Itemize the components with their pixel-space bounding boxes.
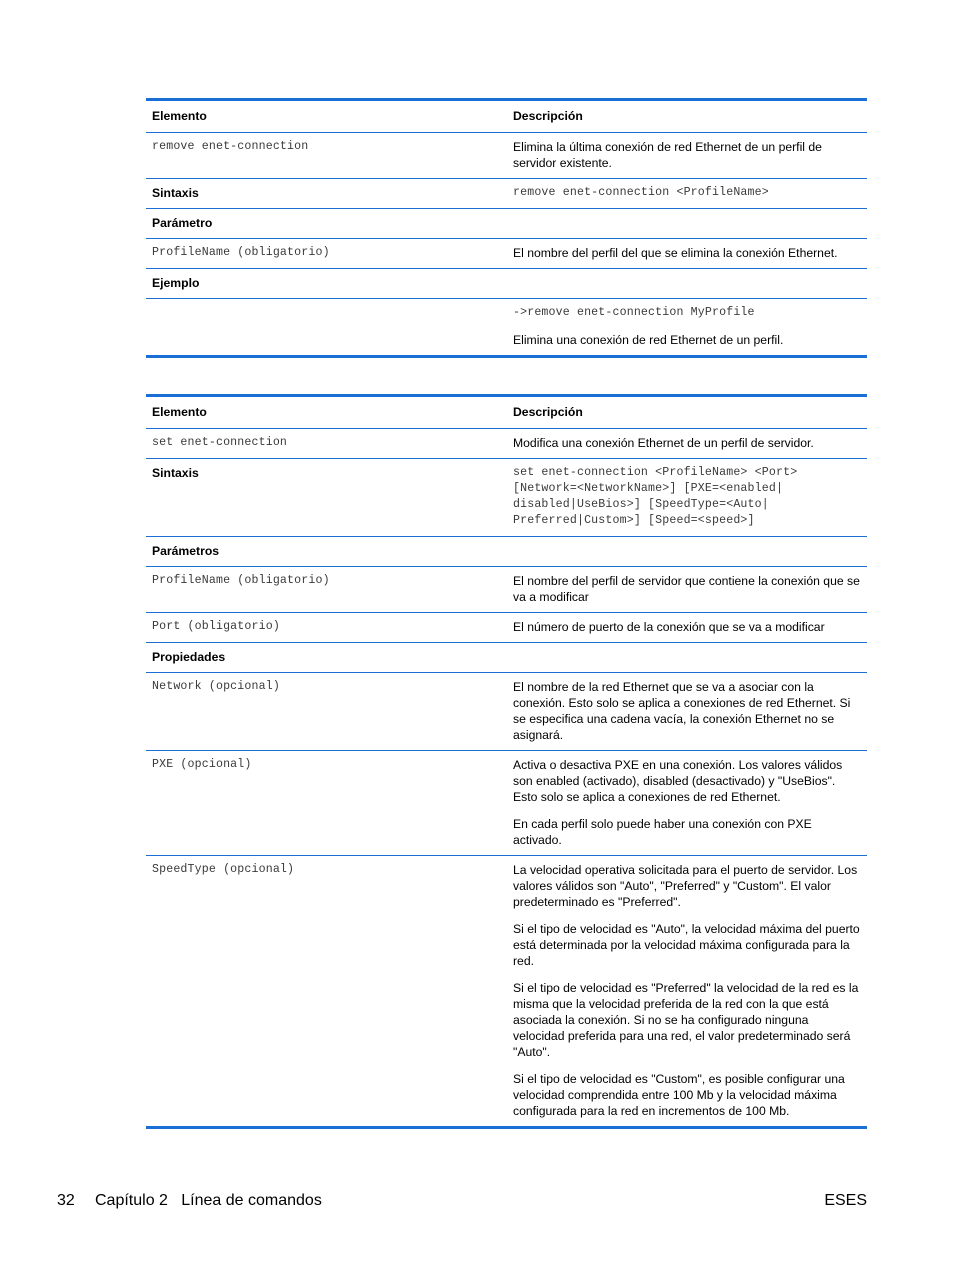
- parameter-description: El nombre del perfil de servidor que contiene la conexión que se va a modificar: [507, 567, 867, 613]
- property-description: [507, 856, 867, 1128]
- table-row: [146, 673, 867, 751]
- syntax-value: set enet-connection <ProfileName> <Port> [Network=<NetworkName>] [PXE=<enabled| disabled|UseBios>] [SpeedType=<Auto| Preferred|Custom>] [Speed=<speed>]: [507, 459, 867, 537]
- description-paragraph: Si el tipo de velocidad es "Auto", la velocidad máxima del puerto está determinada por la velocidad máxima configurada para la red.: [513, 922, 860, 968]
- properties-label: Propiedades: [146, 643, 507, 673]
- header-descripcion: Descripción: [507, 396, 867, 429]
- table-row: [146, 133, 867, 179]
- parameter-name: ProfileName (obligatorio): [146, 239, 507, 269]
- syntax-value: remove enet-connection <ProfileName>: [507, 179, 867, 209]
- command-description: Modifica una conexión Ethernet de un perfil de servidor.: [507, 429, 867, 459]
- table-row: [146, 429, 867, 459]
- parameter-name: ProfileName (obligatorio): [146, 567, 507, 613]
- description-paragraph: Si el tipo de velocidad es "Preferred" la velocidad de la red es la misma que la velocidad preferida de la red con la que está asociada la conexión. Si no se ha configurado ninguna velocidad preferida para una red, el valor predeterminado será "Auto".: [513, 981, 859, 1059]
- command-name: set enet-connection: [146, 429, 507, 459]
- table-row: [146, 299, 867, 357]
- syntax-label: Sintaxis: [146, 459, 507, 537]
- table-row: [146, 179, 867, 209]
- command-description: Elimina la última conexión de red Ethernet de un perfil de servidor existente.: [507, 133, 867, 179]
- set-enet-connection-table: [146, 394, 867, 1129]
- property-description: El nombre de la red Ethernet que se va a asociar con la conexión. Esto solo se aplica a conexiones de red Ethernet. Si se especifica una cadena vacía, la conexión Ethernet no se asignará.: [507, 673, 867, 751]
- description-paragraph: La velocidad operativa solicitada para el puerto de servidor. Los valores válidos son "Auto", "Preferred" y "Custom". El valor predeterminado es "Preferred".: [513, 863, 858, 909]
- parameter-name: Port (obligatorio): [146, 613, 507, 643]
- table-row: [146, 269, 867, 299]
- property-name: PXE (opcional): [146, 751, 507, 856]
- table-row: [146, 459, 867, 537]
- example-description: Elimina una conexión de red Ethernet de un perfil.: [513, 333, 784, 347]
- parameter-description: El nombre del perfil del que se elimina la conexión Ethernet.: [507, 239, 867, 269]
- table-row: [146, 613, 867, 643]
- syntax-label: Sintaxis: [146, 179, 507, 209]
- table-row: [146, 239, 867, 269]
- example-label: Ejemplo: [146, 269, 507, 299]
- header-descripcion: Descripción: [507, 100, 867, 133]
- description-paragraph: En cada perfil solo puede haber una conexión con PXE activado.: [513, 817, 812, 847]
- locale-code: ESES: [824, 1192, 867, 1209]
- table-row: [146, 567, 867, 613]
- property-description: [507, 751, 867, 856]
- parameter-label: Parámetro: [146, 209, 507, 239]
- table-header-row: [146, 100, 867, 133]
- table-row: [146, 209, 867, 239]
- description-paragraph: Activa o desactiva PXE en una conexión. Los valores válidos son enabled (activado), disabled (desactivado) y "UseBios". Esto solo se aplica a conexiones de red Ethernet.: [513, 758, 843, 804]
- property-name: Network (opcional): [146, 673, 507, 751]
- header-elemento: Elemento: [146, 396, 507, 429]
- remove-enet-connection-table: [146, 98, 867, 358]
- header-elemento: Elemento: [146, 100, 507, 133]
- property-name: SpeedType (opcional): [146, 856, 507, 1128]
- empty-cell: [507, 537, 867, 567]
- table-header-row: [146, 396, 867, 429]
- parameters-label: Parámetros: [146, 537, 507, 567]
- command-name: remove enet-connection: [146, 133, 507, 179]
- example-cell: [507, 299, 867, 357]
- description-paragraph: Si el tipo de velocidad es "Custom", es posible configurar una velocidad comprendida entre 100 Mb y la velocidad máxima configurada para la red en incrementos de 100 Mb.: [513, 1072, 845, 1118]
- page-footer: [57, 1190, 867, 1212]
- example-command: ->remove enet-connection MyProfile: [513, 306, 755, 319]
- empty-cell: [507, 209, 867, 239]
- table-row: [146, 856, 867, 1128]
- page-number: 32: [57, 1192, 75, 1209]
- empty-cell: [507, 643, 867, 673]
- chapter-title: Capítulo 2 Línea de comandos: [95, 1192, 322, 1209]
- empty-cell: [507, 269, 867, 299]
- table-row: [146, 537, 867, 567]
- parameter-description: El número de puerto de la conexión que se va a modificar: [507, 613, 867, 643]
- table-row: [146, 643, 867, 673]
- table-row: [146, 751, 867, 856]
- empty-cell: [146, 299, 507, 357]
